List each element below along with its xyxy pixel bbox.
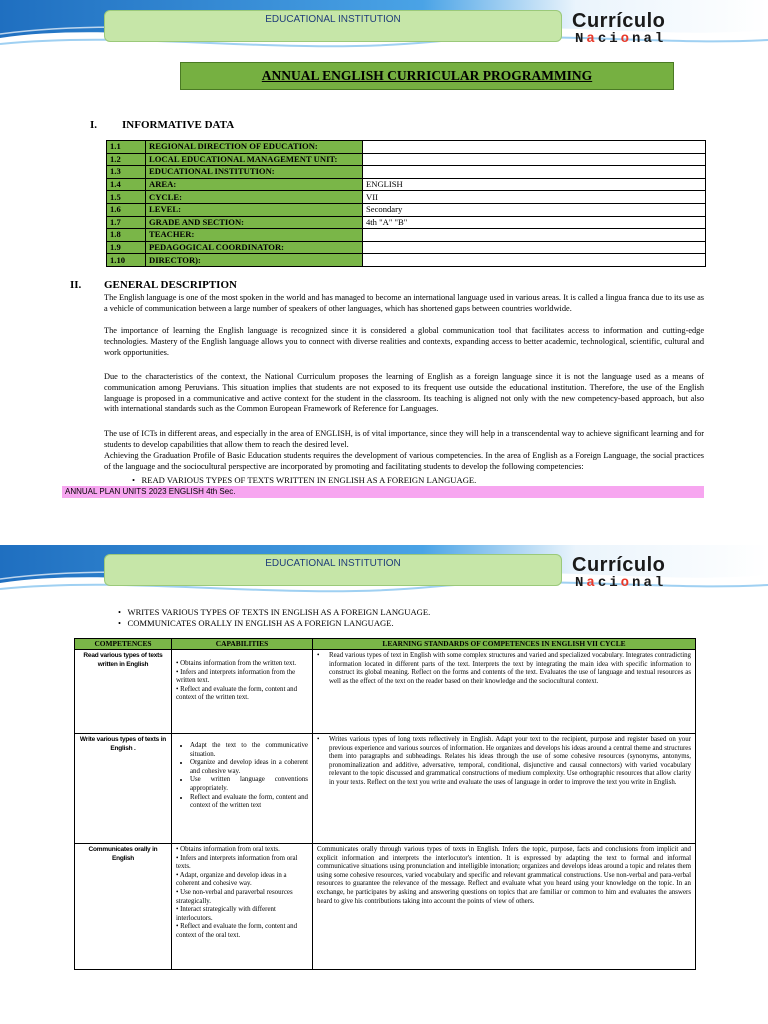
capability-item: • Reflect and evaluate the form, content and context of the written text. — [176, 685, 298, 702]
info-value — [363, 241, 706, 254]
section1-title: INFORMATIVE DATA — [122, 119, 235, 131]
capabilities-cell — [172, 734, 313, 844]
standard-text: Writes various types of long texts reflectively in English. Adapt your text to the recipient, purpose and register based on your previous experience and various sources of information. He organizes and develops his ideas around a central theme and structures them into paragraphs and subheadings. Relates his ideas through the use of some cohesive resources (synonyms, antonyms, pronominalization and additive, adversative, temporal, conditional, disjunctive and causal connectors) with varied vocabulary relevant to the topic discussed and grammatical constructions of medium complexity. Use orthographic resources that allow clarity in your texts. Reflect on the text you write and evaluate the uses of language in order to improve the text you write in English. — [329, 736, 691, 786]
competences-table — [74, 638, 696, 970]
curriculo-nacional-logo — [572, 10, 692, 46]
capability-item: • Use non-verbal and paraverbal resources strategically. — [176, 888, 293, 905]
table-row — [107, 216, 706, 229]
table-header-row — [75, 639, 696, 650]
table-row — [107, 191, 706, 204]
info-value: VII — [363, 191, 706, 204]
institution-name: EDUCATIONAL INSTITUTION — [265, 14, 401, 25]
institution-name-box — [104, 554, 562, 586]
capability-item: • Organize and develop ideas in a coherent and cohesive way. — [190, 759, 308, 776]
section2-title: GENERAL DESCRIPTION — [104, 279, 237, 291]
capability-item: • Reflect and evaluate the form, content and context of the written text — [190, 794, 308, 811]
info-number: 1.7 — [107, 216, 146, 229]
capability-item: • Interact strategically with different interlocutors. — [176, 906, 276, 922]
header-competences: COMPETENCES — [75, 639, 172, 650]
capability-item: • Reflect and evaluate the form, content and context of the oral text. — [176, 923, 298, 939]
info-label: DIRECTOR): — [146, 254, 363, 267]
capability-item: • Adapt the text to the communicative situation. — [190, 742, 308, 759]
document-title: ANNUAL ENGLISH CURRICULAR PROGRAMMING — [180, 62, 674, 90]
paragraph-1: The English language is one of the most spoken in the world and has managed to become an international language used in various areas. It is called a lingua franca due to its use as a vehicle of communication between a large number of speakers of other languages, which has shortened gaps between countries worldwide. — [104, 293, 704, 313]
info-number: 1.6 — [107, 203, 146, 216]
bullet-text: WRITES VARIOUS TYPES OF TEXTS IN ENGLISH AS A FOREIGN LANGUAGE. — [127, 607, 431, 617]
table-row — [107, 166, 706, 179]
bullet-text: COMMUNICATES ORALLY IN ENGLISH AS A FOREIGN LANGUAGE. — [127, 618, 394, 628]
info-label: TEACHER: — [146, 229, 363, 242]
logo-top-text: Currículo — [572, 10, 666, 32]
info-label: GRADE AND SECTION: — [146, 216, 363, 229]
info-label: LEVEL: — [146, 203, 363, 216]
standard-cell — [313, 650, 696, 734]
competence-bullet-write — [118, 607, 430, 617]
curriculo-nacional-logo — [572, 554, 692, 590]
page2-header-banner — [0, 545, 768, 603]
paragraph-4: The use of ICTs in different areas, and especially in the area of ENGLISH, is of vital importance, since they will help in a transcendental way to achieve significant learning and for students to develop capabilities that allow them to reach the desired level. — [104, 429, 704, 449]
bullet-text: READ VARIOUS TYPES OF TEXTS WRITTEN IN ENGLISH AS A FOREIGN LANGUAGE. — [141, 475, 477, 485]
info-label: EDUCATIONAL INSTITUTION: — [146, 166, 363, 179]
info-label: AREA: — [146, 178, 363, 191]
capability-item: • Adapt, organize and develop ideas in a coherent and cohesive way. — [176, 871, 287, 888]
info-number: 1.5 — [107, 191, 146, 204]
header-standards: LEARNING STANDARDS OF COMPETENCES IN ENGLISH VII CYCLE — [313, 639, 696, 650]
info-number: 1.10 — [107, 254, 146, 267]
competence-cell: Write various types of texts in English . — [75, 734, 172, 844]
info-number: 1.1 — [107, 141, 146, 154]
table-row-read — [75, 650, 696, 734]
standard-cell: Communicates orally through various types of texts in English. Infers the topic, purpose, facts and conclusions from implicit and explicit information and interprets the interlocutor's intention. It is expressed by adapting the text to formal and informal communicative situations using pronunciation and intelligible intonation; organizes and develops ideas around a topic and relates them using some cohesive resources, varied vocabulary and specific and relevant grammatical constructions. Use non-verbal and para-verbal resources to guarantee the relevance of the message. Reflect and evaluate what you heard using your knowledge on the topic. In an exchange, he participates by asking and answering questions on topics that are familiar or common to him and evaluates the answers heard to give his contributions taking into account the points of view of others. — [313, 844, 696, 970]
footer-plan-bar: ANNUAL PLAN UNITS 2023 ENGLISH 4th Sec. — [62, 486, 704, 498]
logo-top-text: Currículo — [572, 554, 666, 576]
table-row — [107, 178, 706, 191]
competence-cell: Communicates orally in English — [75, 844, 172, 970]
table-row — [107, 229, 706, 242]
table-row — [107, 254, 706, 267]
standard-text: Read various types of text in English with some complex structures and varied and specialized vocabulary. Integrates contradicting information located in different parts of the text. Interprets the text by integrating the main idea with specific information to construct its global meaning. Reflect on the forms and contents of the text. Evaluates the use of language and textual resources as well as the effect of the text on the reader based on their knowledge and the sociocultural context. — [329, 652, 691, 685]
capability-item: • Infers and interprets information from oral texts. — [176, 854, 298, 871]
info-value — [363, 153, 706, 166]
paragraph-2: The importance of learning the English language is recognized since it is considered a global communication tool that facilitates access to information and cutting-edge technologies. Mastery of the English language allows you to connect with diverse realities and contexts, expanding access to better academic, technological, scientific, cultural and work opportunities. — [104, 326, 704, 357]
info-value — [363, 141, 706, 154]
competence-bullet-read — [132, 475, 476, 485]
info-number: 1.9 — [107, 241, 146, 254]
paragraph-5: Achieving the Graduation Profile of Basic Education students requires the development of various competencies. In the area of English as a Foreign Language, the social practices of the language and the sociocultural perspective are incorporated by promoting and facilitating students to develop the following competencies: — [104, 451, 704, 471]
informative-data-table — [106, 140, 706, 267]
capability-item: • Infers and interprets information from the written text. — [176, 668, 296, 685]
logo-bottom-text: Nacional — [575, 575, 667, 591]
bullet-dot: • — [317, 736, 320, 743]
section1-number: I. — [90, 119, 98, 131]
institution-name-box — [104, 10, 562, 42]
table-row — [107, 141, 706, 154]
section2-number: II. — [70, 279, 82, 291]
standard-cell — [313, 734, 696, 844]
info-value: ENGLISH — [363, 178, 706, 191]
info-number: 1.4 — [107, 178, 146, 191]
info-label: CYCLE: — [146, 191, 363, 204]
competence-bullet-oral — [118, 618, 394, 628]
capabilities-cell — [172, 650, 313, 734]
capability-item: • Obtains information from the written text. — [176, 660, 297, 667]
paragraph-3: Due to the characteristics of the context, the National Curriculum proposes the learning of English as a foreign language since it is not the language used as a means of communication among Peruvians. This situation implies that students are not exposed to its frequent use outside the educational institution. Therefore, the use of the English language is proposed in a communicative and active context for the student in the classroom. Its teaching is aligned not only with the new competency-based approach, but also with international standards such as the Common European Framework of Reference for Languages. — [104, 372, 704, 414]
competence-cell: Read various types of texts written in English — [75, 650, 172, 734]
table-row — [107, 203, 706, 216]
table-row — [107, 153, 706, 166]
capability-item: • Obtains information from oral texts. — [176, 846, 280, 853]
info-value — [363, 229, 706, 242]
bullet-dot: • — [132, 475, 142, 485]
bullet-dot: • — [317, 652, 320, 659]
info-value — [363, 166, 706, 179]
info-number: 1.3 — [107, 166, 146, 179]
info-label: LOCAL EDUCATIONAL MANAGEMENT UNIT: — [146, 153, 363, 166]
info-label: REGIONAL DIRECTION OF EDUCATION: — [146, 141, 363, 154]
info-value: Secondary — [363, 203, 706, 216]
table-row-oral — [75, 844, 696, 970]
bullet-dot: • — [118, 607, 128, 617]
capability-item: • Use written language conventions appropriately. — [190, 776, 308, 793]
header-capabilities: CAPABILITIES — [172, 639, 313, 650]
page1-header-banner — [0, 0, 768, 58]
info-value — [363, 254, 706, 267]
info-value: 4th "A" "B" — [363, 216, 706, 229]
info-number: 1.2 — [107, 153, 146, 166]
institution-name: EDUCATIONAL INSTITUTION — [265, 558, 401, 569]
bullet-dot: • — [118, 618, 128, 628]
capabilities-cell — [172, 844, 313, 970]
table-row — [107, 241, 706, 254]
info-number: 1.8 — [107, 229, 146, 242]
logo-bottom-text: Nacional — [575, 31, 667, 47]
table-row-write — [75, 734, 696, 844]
info-label: PEDAGOGICAL COORDINATOR: — [146, 241, 363, 254]
